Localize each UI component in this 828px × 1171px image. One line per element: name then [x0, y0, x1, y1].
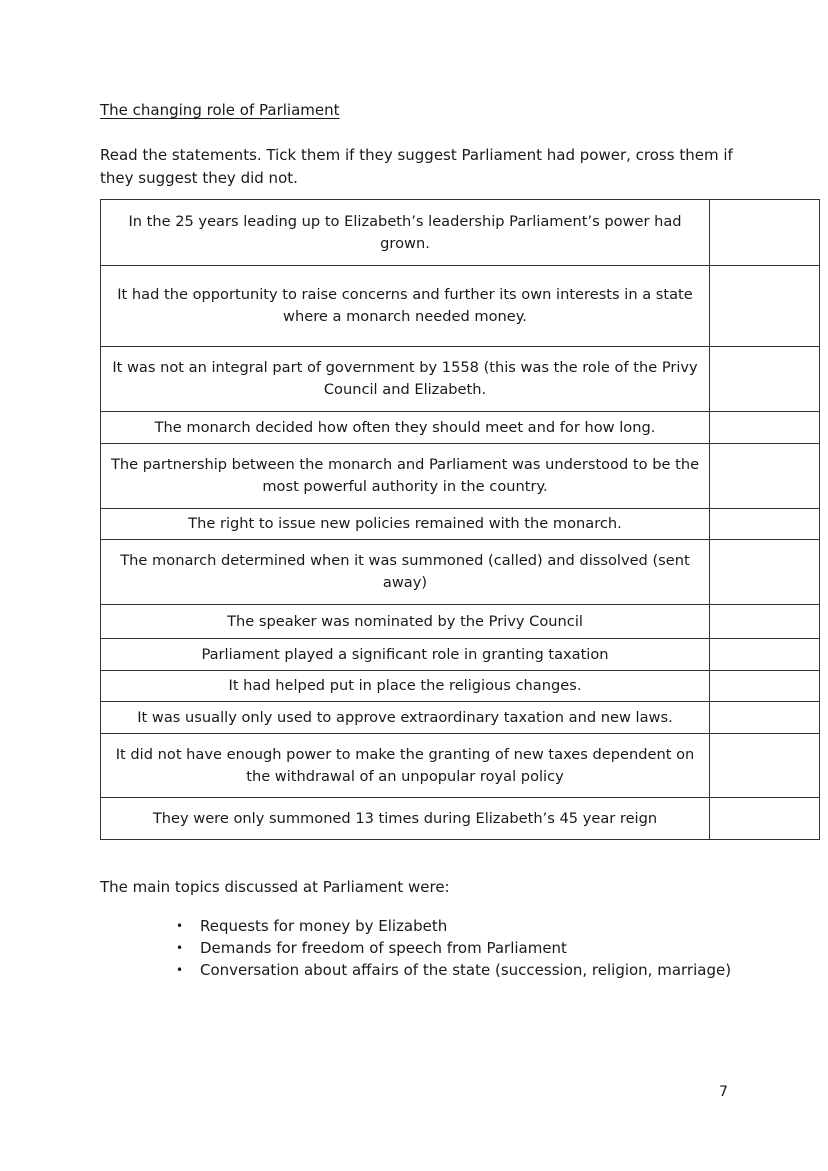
tick-cross-box[interactable] [710, 444, 820, 509]
table-row [101, 540, 820, 605]
statement-text: It had the opportunity to raise concerns and further its own interests in a state where a monarch needed money. [101, 266, 710, 347]
instructions-text: Read the statements. Tick them if they suggest Parliament had power, cross them if they suggest they did not. [100, 146, 733, 187]
tick-cross-box[interactable] [710, 412, 820, 444]
worksheet-title: The changing role of Parliament [100, 101, 340, 119]
table-row [101, 509, 820, 540]
table-row [101, 639, 820, 671]
tick-cross-box[interactable] [710, 798, 820, 840]
tick-cross-box[interactable] [710, 671, 820, 702]
statement-text: The speaker was nominated by the Privy Council [101, 605, 710, 639]
page-number: 7 [719, 1084, 728, 1100]
tick-cross-box[interactable] [710, 734, 820, 798]
statements-table [100, 199, 820, 840]
topics-intro: The main topics discussed at Parliament were: [100, 878, 450, 896]
tick-cross-box[interactable] [710, 266, 820, 347]
list-item [176, 937, 731, 959]
table-row [101, 347, 820, 412]
list-item [176, 915, 731, 937]
tick-cross-box[interactable] [710, 347, 820, 412]
table-row [101, 734, 820, 798]
table-row [101, 200, 820, 266]
tick-cross-box[interactable] [710, 639, 820, 671]
table-row [101, 798, 820, 840]
statement-text: In the 25 years leading up to Elizabeth’s leadership Parliament’s power had grown. [101, 200, 710, 266]
table-row [101, 702, 820, 734]
table-row [101, 671, 820, 702]
topics-list [176, 915, 731, 981]
topic-text: Requests for money by Elizabeth [200, 917, 448, 935]
list-item [176, 959, 731, 981]
statement-text: It was not an integral part of government by 1558 (this was the role of the Privy Council and Elizabeth. [101, 347, 710, 412]
table-row [101, 605, 820, 639]
statement-text: It had helped put in place the religious changes. [101, 671, 710, 702]
statement-text: The right to issue new policies remained with the monarch. [101, 509, 710, 540]
statement-text: It did not have enough power to make the granting of new taxes dependent on the withdrawal of an unpopular royal policy [101, 734, 710, 798]
tick-cross-box[interactable] [710, 702, 820, 734]
table-row [101, 444, 820, 509]
statement-text: Parliament played a significant role in granting taxation [101, 639, 710, 671]
tick-cross-box[interactable] [710, 540, 820, 605]
bullet-icon: • [176, 919, 184, 933]
bullet-icon: • [176, 941, 184, 955]
statement-text: It was usually only used to approve extraordinary taxation and new laws. [101, 702, 710, 734]
table-row [101, 412, 820, 444]
tick-cross-box[interactable] [710, 200, 820, 266]
bullet-icon: • [176, 963, 184, 977]
statement-text: The monarch determined when it was summoned (called) and dissolved (sent away) [101, 540, 710, 605]
topic-text: Demands for freedom of speech from Parliament [200, 939, 567, 957]
statement-text: The monarch decided how often they should meet and for how long. [101, 412, 710, 444]
statement-text: The partnership between the monarch and Parliament was understood to be the most powerful authority in the country. [101, 444, 710, 509]
topic-text: Conversation about affairs of the state (succession, religion, marriage) [200, 961, 732, 979]
tick-cross-box[interactable] [710, 509, 820, 540]
table-row [101, 266, 820, 347]
statement-text: They were only summoned 13 times during Elizabeth’s 45 year reign [101, 798, 710, 840]
tick-cross-box[interactable] [710, 605, 820, 639]
